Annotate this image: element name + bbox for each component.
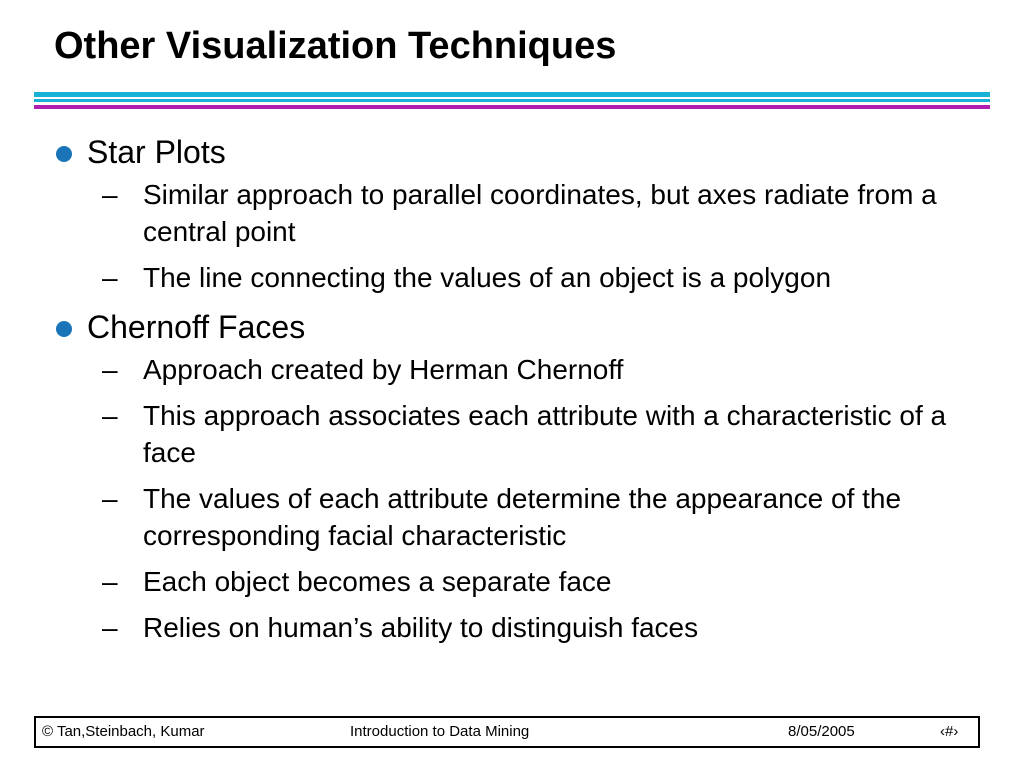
sub-bullet-item (54, 397, 994, 471)
bullet-label: Chernoff Faces (87, 309, 306, 345)
footer-page-number: ‹#› (940, 723, 959, 740)
sub-bullet-item (54, 480, 994, 554)
slide-footer (34, 716, 980, 748)
bullet-item (54, 305, 994, 349)
bullet-label: Star Plots (87, 134, 226, 170)
bullet-dot-icon (56, 321, 72, 337)
sub-bullet-list (54, 176, 994, 296)
slide-title: Other Visualization Techniques (54, 25, 617, 67)
sub-bullet-item (54, 351, 994, 388)
sub-bullet-text: This approach associates each attribute with a characteristic of a face (143, 400, 947, 468)
dash-icon: – (102, 566, 118, 597)
bullet-list (54, 130, 994, 655)
bullet-dot-icon (56, 146, 72, 162)
sub-bullet-item (54, 176, 994, 250)
title-rule-cyan-bottom (34, 99, 990, 102)
dash-icon: – (102, 612, 118, 643)
bullet-group-chernoff-faces (54, 305, 994, 646)
footer-date: 8/05/2005 (788, 723, 855, 740)
sub-bullet-text: Approach created by Herman Chernoff (143, 354, 624, 385)
footer-course-title: Introduction to Data Mining (350, 723, 530, 740)
dash-icon: – (102, 354, 118, 385)
sub-bullet-text: Relies on human’s ability to distinguish faces (143, 612, 699, 643)
title-rule-magenta (34, 105, 990, 109)
dash-icon: – (102, 262, 118, 293)
sub-bullet-list (54, 351, 994, 646)
bullet-group-star-plots (54, 130, 994, 296)
sub-bullet-text: Similar approach to parallel coordinates, but axes radiate from a central point (143, 179, 937, 247)
sub-bullet-item (54, 609, 994, 646)
footer-copyright: © Tan,Steinbach, Kumar (42, 723, 205, 740)
dash-icon: – (102, 483, 118, 514)
sub-bullet-text: The line connecting the values of an object is a polygon (143, 262, 832, 293)
title-rule-cyan-top (34, 92, 990, 97)
sub-bullet-item (54, 259, 994, 296)
sub-bullet-text: Each object becomes a separate face (143, 566, 612, 597)
sub-bullet-item (54, 563, 994, 600)
bullet-item (54, 130, 994, 174)
sub-bullet-text: The values of each attribute determine the appearance of the corresponding facial characteristic (143, 483, 902, 551)
dash-icon: – (102, 179, 118, 210)
dash-icon: – (102, 400, 118, 431)
